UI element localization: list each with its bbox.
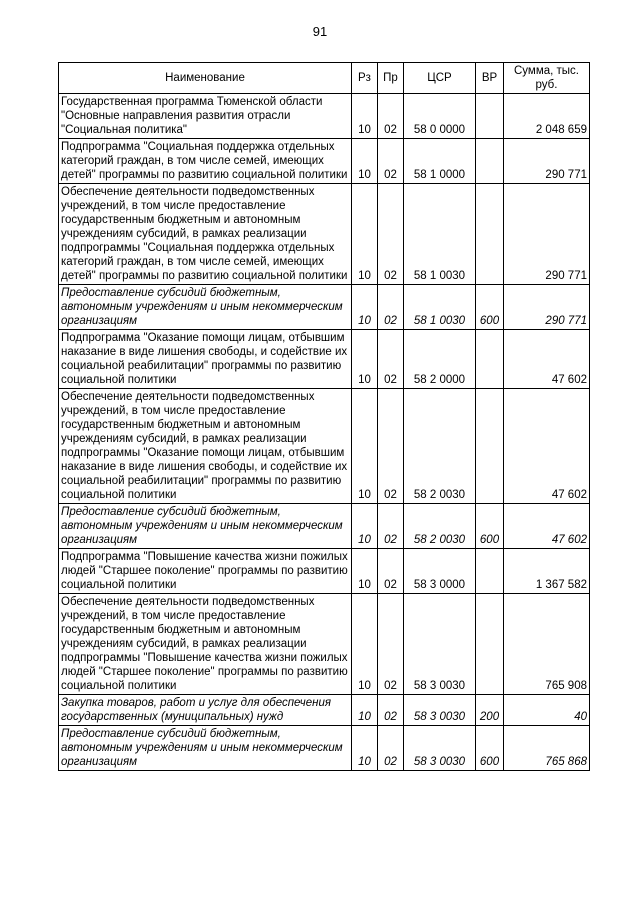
table-row <box>59 330 590 389</box>
cell-sum: 765 908 <box>504 594 590 695</box>
cell-csr: 58 2 0000 <box>404 330 476 389</box>
cell-csr: 58 1 0030 <box>404 184 476 285</box>
cell-csr: 58 0 0000 <box>404 94 476 139</box>
cell-pr: 02 <box>378 94 404 139</box>
cell-vr <box>476 330 504 389</box>
budget-table <box>58 62 590 771</box>
cell-vr: 600 <box>476 285 504 330</box>
cell-sum: 1 367 582 <box>504 549 590 594</box>
table-row <box>59 389 590 504</box>
cell-sum: 290 771 <box>504 285 590 330</box>
cell-name: Обеспечение деятельности подведомственных учреждений, в том числе предоставление государственным бюджетным и автономным учреждениям субсидий, в рамках реализации подпрограммы "Оказание помощи лицам, отбывшим наказание в виде лишения свободы, и содействие их социальной реабилитации" программы по развитию социальной политики <box>59 389 352 504</box>
cell-csr: 58 3 0000 <box>404 549 476 594</box>
cell-pr: 02 <box>378 549 404 594</box>
header-name: Наименование <box>59 63 352 94</box>
cell-name: Подпрограмма "Оказание помощи лицам, отбывшим наказание в виде лишения свободы, и содействие их социальной реабилитации" программы по развитию социальной политики <box>59 330 352 389</box>
cell-rz: 10 <box>352 726 378 771</box>
table-row <box>59 594 590 695</box>
cell-vr <box>476 184 504 285</box>
cell-csr: 58 2 0030 <box>404 504 476 549</box>
cell-rz: 10 <box>352 330 378 389</box>
cell-rz: 10 <box>352 184 378 285</box>
cell-rz: 10 <box>352 94 378 139</box>
cell-name: Подпрограмма "Социальная поддержка отдельных категорий граждан, в том числе семей, имеющих детей" программы по развитию социальной политики <box>59 139 352 184</box>
cell-csr: 58 3 0030 <box>404 594 476 695</box>
cell-pr: 02 <box>378 504 404 549</box>
cell-rz: 10 <box>352 504 378 549</box>
cell-vr <box>476 389 504 504</box>
cell-rz: 10 <box>352 594 378 695</box>
cell-csr: 58 3 0030 <box>404 726 476 771</box>
cell-pr: 02 <box>378 285 404 330</box>
cell-name: Подпрограмма "Повышение качества жизни пожилых людей "Старшее поколение" программы по развитию социальной политики <box>59 549 352 594</box>
cell-vr: 600 <box>476 504 504 549</box>
header-pr: Пр <box>378 63 404 94</box>
table-row <box>59 285 590 330</box>
table-row <box>59 94 590 139</box>
cell-csr: 58 1 0000 <box>404 139 476 184</box>
cell-name: Государственная программа Тюменской области "Основные направления развития отрасли "Социальная политика" <box>59 94 352 139</box>
cell-vr: 200 <box>476 695 504 726</box>
cell-pr: 02 <box>378 594 404 695</box>
cell-vr <box>476 594 504 695</box>
header-sum: Сумма, тыс. руб. <box>504 63 590 94</box>
cell-sum: 290 771 <box>504 139 590 184</box>
table-body <box>59 94 590 771</box>
cell-sum: 290 771 <box>504 184 590 285</box>
cell-name: Обеспечение деятельности подведомственных учреждений, в том числе предоставление государственным бюджетным и автономным учреждениям субсидий, в рамках реализации подпрограммы "Социальная поддержка отдельных категорий граждан, в том числе семей, имеющих детей" программы по развитию социальной политики <box>59 184 352 285</box>
table-row <box>59 695 590 726</box>
cell-sum: 47 602 <box>504 389 590 504</box>
cell-sum: 47 602 <box>504 330 590 389</box>
cell-name: Закупка товаров, работ и услуг для обеспечения государственных (муниципальных) нужд <box>59 695 352 726</box>
cell-rz: 10 <box>352 549 378 594</box>
cell-vr <box>476 94 504 139</box>
page-number: 91 <box>312 24 328 39</box>
cell-name: Предоставление субсидий бюджетным, автономным учреждениям и иным некоммерческим организациям <box>59 504 352 549</box>
cell-sum: 2 048 659 <box>504 94 590 139</box>
table-row <box>59 139 590 184</box>
cell-name: Предоставление субсидий бюджетным, автономным учреждениям и иным некоммерческим организациям <box>59 726 352 771</box>
table-row <box>59 504 590 549</box>
cell-name: Обеспечение деятельности подведомственных учреждений, в том числе предоставление государственным бюджетным и автономным учреждениям субсидий, в рамках реализации подпрограммы "Повышение качества жизни пожилых людей "Старшее поколение" программы по развитию социальной политики <box>59 594 352 695</box>
cell-pr: 02 <box>378 184 404 285</box>
cell-sum: 765 868 <box>504 726 590 771</box>
cell-pr: 02 <box>378 139 404 184</box>
header-csr: ЦСР <box>404 63 476 94</box>
cell-csr: 58 3 0030 <box>404 695 476 726</box>
cell-pr: 02 <box>378 389 404 504</box>
cell-rz: 10 <box>352 139 378 184</box>
cell-pr: 02 <box>378 330 404 389</box>
cell-vr <box>476 549 504 594</box>
table-row <box>59 184 590 285</box>
header-rz: Рз <box>352 63 378 94</box>
cell-sum: 47 602 <box>504 504 590 549</box>
cell-rz: 10 <box>352 695 378 726</box>
header-vr: ВР <box>476 63 504 94</box>
cell-vr: 600 <box>476 726 504 771</box>
cell-csr: 58 2 0030 <box>404 389 476 504</box>
cell-pr: 02 <box>378 726 404 771</box>
table-row <box>59 549 590 594</box>
cell-name: Предоставление субсидий бюджетным, автономным учреждениям и иным некоммерческим организациям <box>59 285 352 330</box>
cell-pr: 02 <box>378 695 404 726</box>
cell-rz: 10 <box>352 389 378 504</box>
table-header-row <box>59 63 590 94</box>
cell-vr <box>476 139 504 184</box>
cell-csr: 58 1 0030 <box>404 285 476 330</box>
cell-sum: 40 <box>504 695 590 726</box>
cell-rz: 10 <box>352 285 378 330</box>
table-row <box>59 726 590 771</box>
